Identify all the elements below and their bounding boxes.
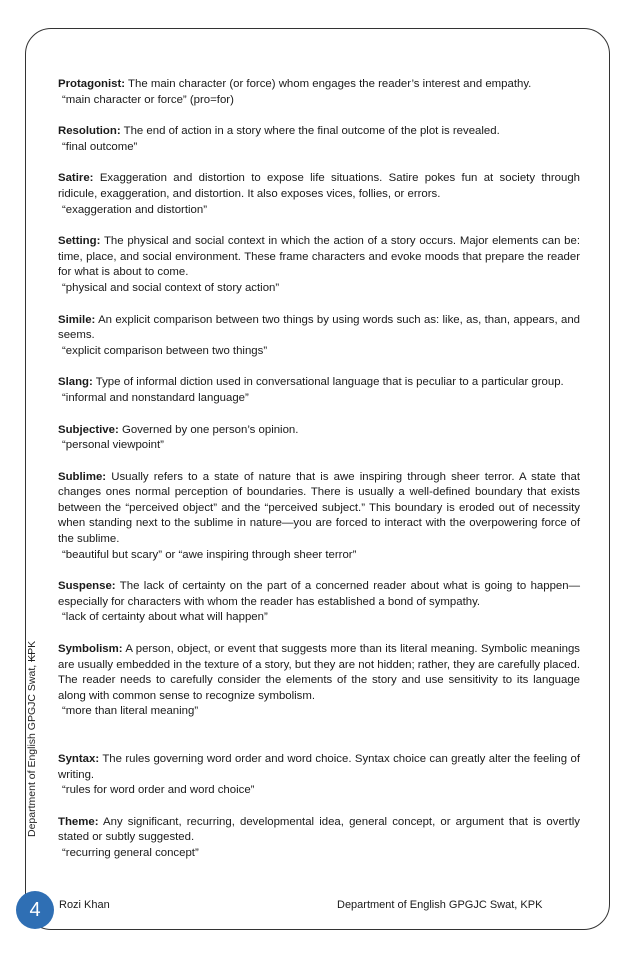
term: Suspense: [58,580,116,593]
quote: “personal viewpoint” [62,439,164,452]
definition: The physical and social context in which the action of a story occurs. Major elements can be: time, place, and social environment. These frame characters and evoke moods that prepare the reader for what is about to come. [58,235,580,279]
definition: The rules governing word order and word choice. Syntax choice can greatly alter the feeling of writing. [58,753,580,781]
entry-syntax [58,752,580,799]
entry-satire [58,171,580,218]
footer-author: Rozi Khan [59,899,110,911]
quote: “rules for word order and word choice” [62,784,255,797]
definition: Exaggeration and distortion to expose life situations. Satire pokes fun at society through ridicule, exaggeration, and distortion. It also exposes vices, follies, or errors. [58,172,580,200]
quote: “lack of certainty about what will happen” [62,611,268,624]
entry-protagonist [58,77,580,108]
term: Setting: [58,235,101,248]
entry-suspense [58,579,580,626]
entry-subjective [58,423,580,454]
quote: “final outcome” [62,140,138,153]
entry-slang [58,375,580,406]
term: Symbolism: [58,643,123,656]
entry-theme [58,815,580,862]
term: Subjective: [58,423,119,436]
quote: “main character or force” (pro=for) [62,93,234,106]
entry-sublime [58,470,580,564]
term: Slang: [58,376,93,389]
quote: “more than literal meaning” [62,705,199,718]
quote: “explicit comparison between two things” [62,344,268,357]
sidebar-label: Department of English GPGJC Swat, KPK [26,640,38,837]
term: Simile: [58,313,96,326]
term: Syntax: [58,753,100,765]
definition: The lack of certainty on the part of a concerned reader about what is going to happen—especially for characters with whom the reader has established a bond of sympathy. [58,580,580,608]
entry-resolution [58,124,580,155]
quote: “recurring general concept” [62,846,199,859]
footer-department: Department of English GPGJC Swat, KPK [337,899,543,911]
quote: “physical and social context of story action” [62,281,280,294]
page-number-badge: 4 [16,891,54,929]
term: Theme: [58,815,99,828]
quote: “exaggeration and distortion” [62,203,208,216]
entry-setting [58,234,580,296]
definition: Usually refers to a state of nature that is awe inspiring through sheer terror. A state that changes ones normal perception of boundaries. There is usually a well-defined boundary that exists between the “perceived object” and the “perceived subject.” This boundary is eroded out of necessity when standing next to the sublime in nature—you are forced to interact with the overpowering force of the sublime. [58,470,580,546]
definition: Type of informal diction used in conversational language that is peculiar to a particular group. [95,376,564,389]
definition: Any significant, recurring, developmental idea, general concept, or argument that is overtly stated or subtly suggested. [58,815,580,844]
quote: “beautiful but scary” or “awe inspiring through sheer terror” [62,548,357,561]
quote: “informal and nonstandard language” [62,391,249,404]
term: Sublime: [58,470,107,483]
definition: The end of action in a story where the final outcome of the plot is revealed. [123,125,500,138]
definition: The main character (or force) whom engages the reader’s interest and empathy. [128,78,532,90]
entry-simile [58,313,580,360]
term: Resolution: [58,125,121,138]
glossary-content [58,77,580,878]
definition: A person, object, or event that suggests more than its literal meaning. Symbolic meanings are usually embedded in the texture of a story, but they are not hidden; rather, they are carefully placed. The reader needs to carefully consider the elements of the story and use sensitivity to its language along with common sense to recognize symbolism. [58,643,580,702]
term: Protagonist: [58,78,126,90]
term: Satire: [58,172,94,185]
definition: An explicit comparison between two things by using words such as: like, as, than, appears, and seems. [58,313,580,342]
entry-symbolism [58,642,580,720]
definition: Governed by one person’s opinion. [121,423,299,436]
